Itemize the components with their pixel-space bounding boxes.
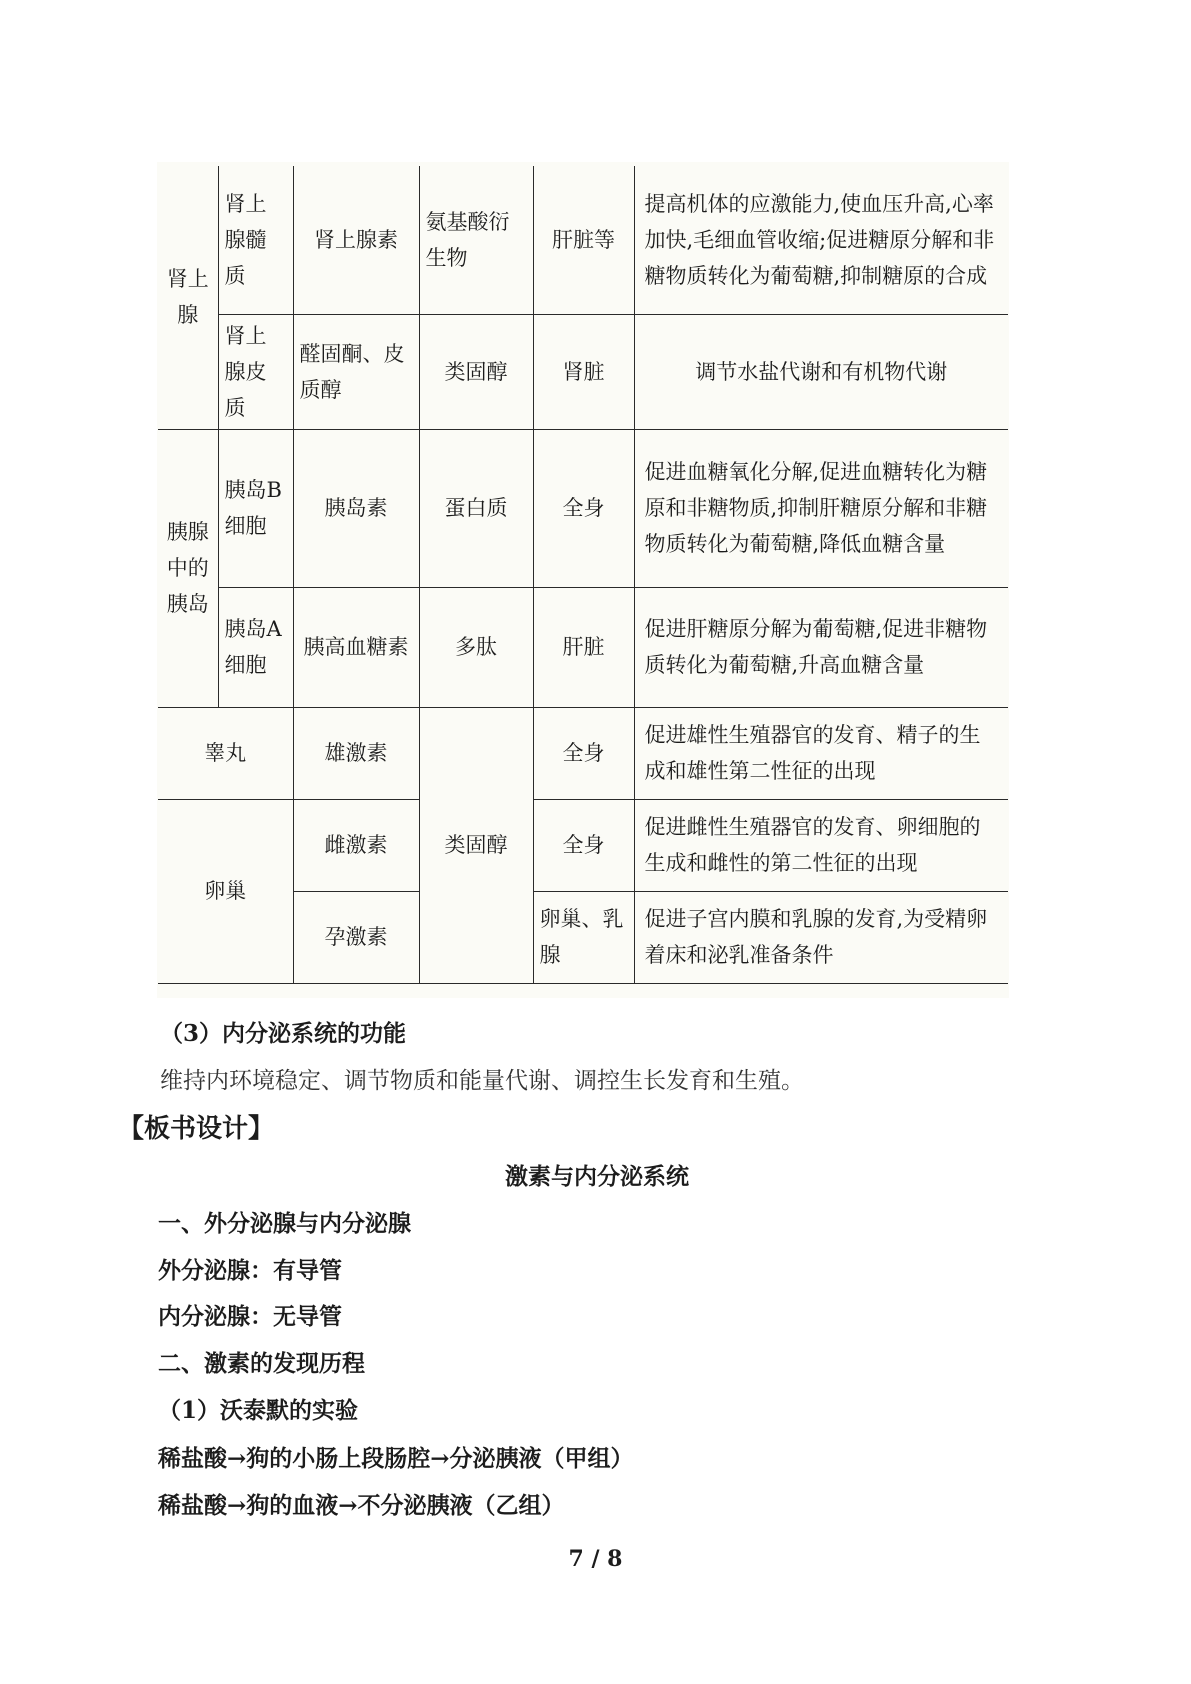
gland-cell: 肾上腺 <box>158 166 218 429</box>
tissue-cell: 肾上腺皮质 <box>218 314 293 429</box>
table-row <box>158 166 1008 314</box>
hormone-cell: 雄激素 <box>293 707 419 799</box>
hormone-cell: 胰高血糖素 <box>293 587 419 707</box>
section-3-heading: （3）内分泌系统的功能 <box>160 1020 407 1047</box>
hormone-cell: 肾上腺素 <box>293 166 419 314</box>
function-cell: 促进雄性生殖器官的发育、精子的生成和雄性第二性征的出现 <box>634 707 1008 799</box>
board-line: （1）沃泰默的实验 <box>158 1397 359 1424</box>
hormone-cell: 孕激素 <box>293 891 419 983</box>
board-line: 一、外分泌腺与内分泌腺 <box>158 1210 411 1237</box>
table-row <box>158 587 1008 707</box>
gland-cell: 卵巢 <box>158 799 293 983</box>
board-line: 二、激素的发现历程 <box>158 1350 365 1377</box>
nature-cell: 类固醇 <box>419 314 533 429</box>
tissue-cell: 肾上腺髓质 <box>218 166 293 314</box>
nature-cell: 类固醇 <box>419 707 533 983</box>
function-cell: 促进血糖氧化分解,促进血糖转化为糖原和非糖物质,抑制肝糖原分解和非糖物质转化为葡萄糖,降低血糖含量 <box>634 429 1008 587</box>
function-cell: 促进肝糖原分解为葡萄糖,促进非糖物质转化为葡萄糖,升高血糖含量 <box>634 587 1008 707</box>
hormone-cell: 雌激素 <box>293 799 419 891</box>
target-cell: 全身 <box>533 429 634 587</box>
function-cell: 促进子宫内膜和乳腺的发育,为受精卵着床和泌乳准备条件 <box>634 891 1008 983</box>
tissue-cell: 胰岛A细胞 <box>218 587 293 707</box>
target-cell: 全身 <box>533 799 634 891</box>
table-row <box>158 799 1008 891</box>
hormone-cell: 醛固酮、皮质醇 <box>293 314 419 429</box>
nature-cell: 氨基酸衍生物 <box>419 166 533 314</box>
table-row <box>158 429 1008 587</box>
nature-cell: 蛋白质 <box>419 429 533 587</box>
target-cell: 肾脏 <box>533 314 634 429</box>
target-cell: 肝脏等 <box>533 166 634 314</box>
board-design-heading: 【板书设计】 <box>118 1114 275 1144</box>
hormone-cell: 胰岛素 <box>293 429 419 587</box>
endocrine-hormone-table <box>158 166 1008 984</box>
function-cell: 调节水盐代谢和有机物代谢 <box>634 314 1008 429</box>
function-cell: 促进雌性生殖器官的发育、卵细胞的生成和雌性的第二性征的出现 <box>634 799 1008 891</box>
tissue-cell: 胰岛B细胞 <box>218 429 293 587</box>
board-title: 激素与内分泌系统 <box>505 1163 689 1190</box>
gland-cell: 胰腺中的胰岛 <box>158 429 218 707</box>
page-number: 7 / 8 <box>568 1546 623 1572</box>
nature-cell: 多肽 <box>419 587 533 707</box>
table-row <box>158 314 1008 429</box>
target-cell: 肝脏 <box>533 587 634 707</box>
board-line: 稀盐酸→狗的血液→不分泌胰液（乙组） <box>158 1492 565 1519</box>
section-3-text: 维持内环境稳定、调节物质和能量代谢、调控生长发育和生殖。 <box>160 1068 804 1094</box>
gland-cell: 睾丸 <box>158 707 293 799</box>
board-line: 稀盐酸→狗的小肠上段肠腔→分泌胰液（甲组） <box>158 1445 634 1472</box>
board-line: 内分泌腺：无导管 <box>158 1303 342 1330</box>
target-cell: 卵巢、乳腺 <box>533 891 634 983</box>
board-line: 外分泌腺：有导管 <box>158 1257 342 1284</box>
target-cell: 全身 <box>533 707 634 799</box>
table-row <box>158 707 1008 799</box>
function-cell: 提高机体的应激能力,使血压升高,心率加快,毛细血管收缩;促进糖原分解和非糖物质转化为葡萄糖,抑制糖原的合成 <box>634 166 1008 314</box>
